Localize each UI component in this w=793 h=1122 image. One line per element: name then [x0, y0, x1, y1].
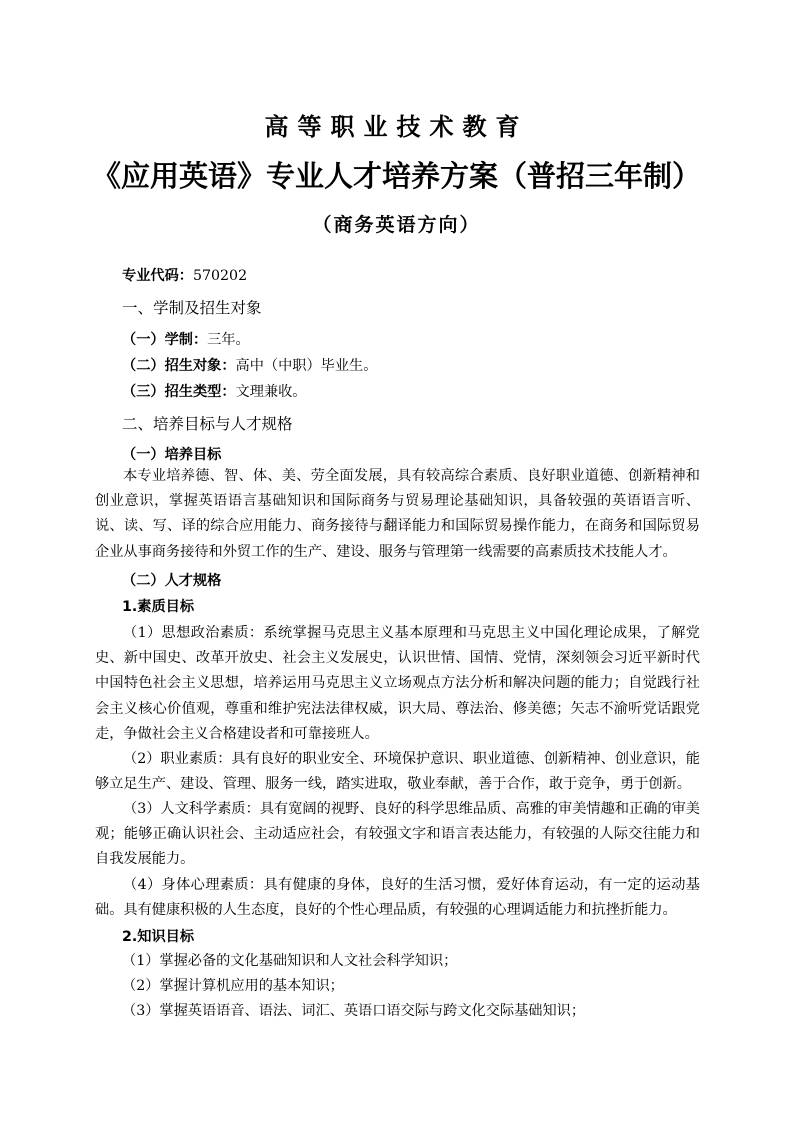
major-code-label: 专业代码：	[122, 268, 193, 284]
item-value: 文理兼收。	[235, 384, 307, 400]
major-code	[122, 266, 247, 286]
item-value: 高中（中职）毕业生。	[235, 358, 378, 374]
section1-item-enrollment-type	[122, 382, 306, 402]
item-label: （一）学制：	[122, 332, 208, 348]
item-label: （三）招生类型：	[122, 384, 236, 400]
item-value: 三年。	[207, 332, 250, 348]
quality-goal-professional: （2）职业素质：具有良好的职业安全、环境保护意识、职业道德、创新精神、创业意识，能够立足生产、建设、管理、服务一线，踏实进取，敬业奉献，善于合作，敢于竞争，勇于创新。	[95, 751, 700, 793]
section2-heading: 二、培养目标与人才规格	[122, 415, 293, 433]
knowledge-goal-item: （1）掌握必备的文化基础知识和人文社会科学知识；	[122, 953, 458, 969]
quality-goals-heading: 1.素质目标	[122, 599, 195, 615]
document-title-line1: 高等职业技术教育	[264, 113, 529, 141]
knowledge-goal-item: （3）掌握英语语音、语法、词汇、英语口语交际与跨文化交际基础知识；	[122, 1003, 586, 1019]
knowledge-goals-heading: 2.知识目标	[122, 929, 195, 945]
training-objective-paragraph: 本专业培养德、智、体、美、劳全面发展，具有较高综合素质、良好职业道德、创新精神和创业意识，掌握英语语言基础知识和国际商务与贸易理论基础知识，具备较强的英语语言听、说、读、写、译的综合应用能力、商务接待与翻译能力和国际贸易操作能力，在商务和国际贸易企业从事商务接待和外贸工作的生产、建设、服务与管理第一线需要的高素质技术技能人才。	[95, 468, 700, 560]
section1-item-enrollment-target	[122, 356, 377, 376]
major-code-value: 570202	[192, 268, 248, 284]
section1-item-duration	[122, 330, 250, 350]
knowledge-goal-item: （2）掌握计算机应用的基本知识；	[122, 978, 344, 994]
quality-goal-political: （1）思想政治素质：系统掌握马克思主义基本原理和马克思主义中国化理论成果，了解党史、新中国史、改革开放史、社会主义发展史，认识世情、国情、党情，深刻领会习近平新时代中国特色社会主义思想，培养运用马克思主义立场观点方法分析和解决问题的能力；自觉践行社会主义核心价值观，尊重和维护宪法法律权威，识大局、尊法治、修美德；矢志不渝听党话跟党走，争做社会主义合格建设者和可靠接班人。	[95, 625, 700, 742]
item-label: （二）招生对象：	[122, 358, 236, 374]
training-objective-heading: （一）培养目标	[122, 447, 222, 463]
document-title-line2: 《应用英语》专业人才培养方案（普招三年制）	[91, 159, 701, 193]
quality-goal-physical-mental: （4）身体心理素质：具有健康的身体，良好的生活习惯，爱好体育运动，有一定的运动基础。具有健康积极的人生态度，良好的个性心理品质，有较强的心理调适能力和抗挫折能力。	[95, 877, 700, 919]
section1-heading: 一、学制及招生对象	[122, 299, 262, 317]
document-subtitle: （商务英语方向）	[312, 214, 481, 236]
talent-spec-heading: （二）人才规格	[122, 573, 222, 589]
quality-goal-humanities: （3）人文科学素质：具有宽阔的视野、良好的科学思维品质、高雅的审美情趣和正确的审美观；能够正确认识社会、主动适应社会，有较强文字和语言表达能力，有较强的人际交往能力和自我发展能力。	[95, 801, 700, 868]
